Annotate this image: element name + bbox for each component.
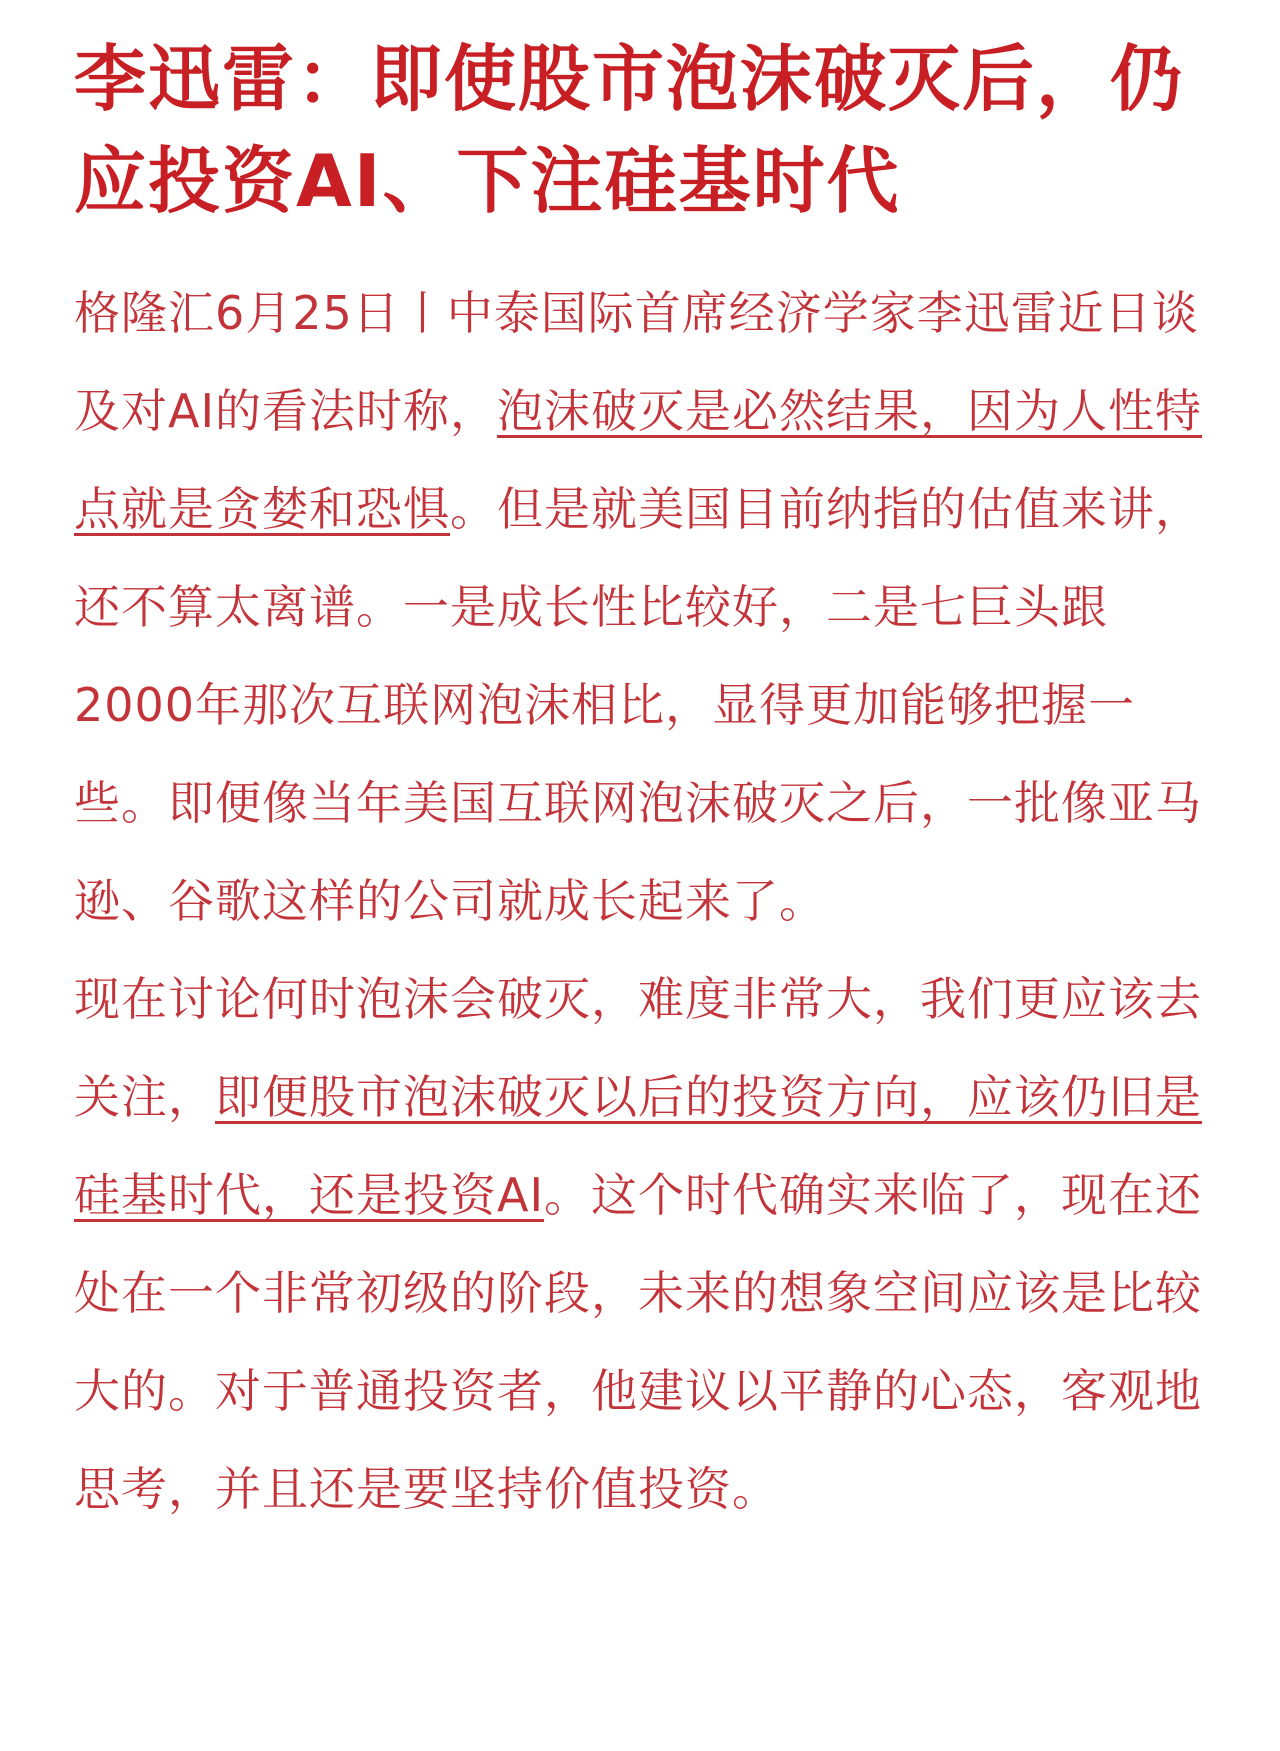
paragraph-1-lead: 格隆汇6月25日丨中泰国际首席经济学家李迅雷近日谈及对AI的看法时称， <box>74 286 1199 438</box>
paragraph-2-highlight: 即便股市泡沫破灭以后的投资方向，应该仍旧是硅基时代，还是投资AI <box>74 1070 1202 1222</box>
article <box>74 28 1224 1538</box>
paragraph-1-highlight: 泡沫破灭是必然结果，因为人性特点就是贪婪和恐惧 <box>74 384 1203 536</box>
article-title: 李迅雷：即使股市泡沫破灭后，仍应投资AI、下注硅基时代 <box>74 37 1185 223</box>
paragraph-2-rest: 。这个时代确实来临了，现在还处在一个非常初级的阶段，未来的想象空间应该是比较大的。对于普通投资者，他建议以平静的心态，客观地思考，并且还是要坚持价值投资。 <box>74 1168 1203 1516</box>
paragraph-2-lead: 现在讨论何时泡沫会破灭，难度非常大，我们更应该去关注， <box>74 972 1202 1124</box>
paragraph-1 <box>74 264 1224 950</box>
paragraph-1-rest: 。但是就美国目前纳指的估值来讲，还不算太离谱。一是成长性比较好，二是七巨头跟2000年那次互联网泡沫相比，显得更加能够把握一些。即便像当年美国互联网泡沫破灭之后，一批像亚马逊、谷歌这样的公司就成长起来了。 <box>74 482 1202 928</box>
paragraph-2 <box>74 950 1224 1538</box>
